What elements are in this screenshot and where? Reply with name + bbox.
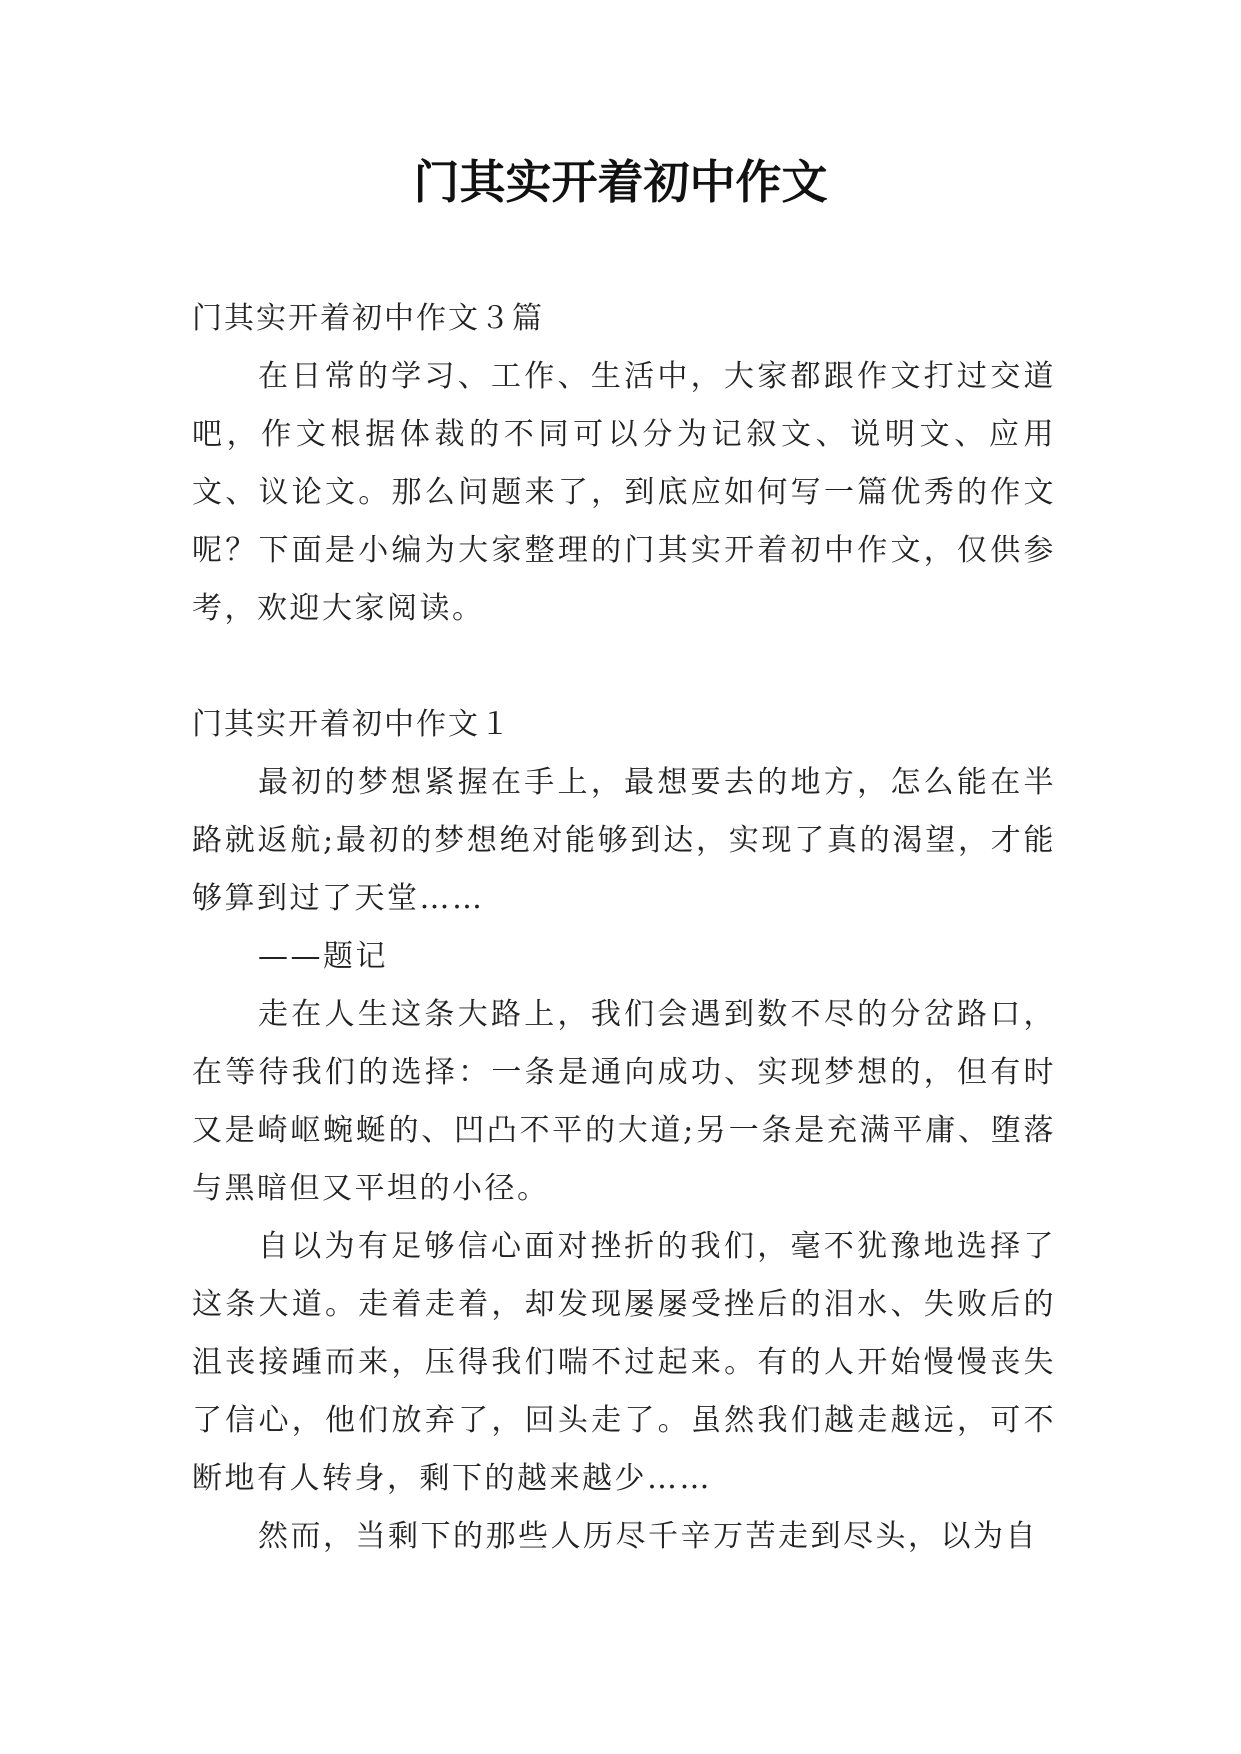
intro-paragraph: 在日常的学习、工作、生活中，大家都跟作文打过交道吧，作文根据体裁的不同可以分为记叙文、说明文、应用文、议论文。那么问题来了，到底应如何写一篇优秀的作文呢？下面是小编为大家整理的门其实开着初中作文，仅供参考，欢迎大家阅读。: [192, 359, 1056, 626]
document-title: 门其实开着初中作文: [413, 155, 828, 209]
document-body: [192, 290, 1056, 1566]
epigraph-attribution: ——题记: [258, 939, 388, 974]
body-paragraph: 走在人生这条大路上，我们会遇到数不尽的分岔路口，在等待我们的选择：一条是通向成功、实现梦想的，但有时又是崎岖蜿蜒的、凹凸不平的大道;另一条是充满平庸、堕落与黑暗但又平坦的小径。: [192, 997, 1056, 1206]
body-paragraph: 自以为有足够信心面对挫折的我们，毫不犹豫地选择了这条大道。走着走着，却发现屡屡受挫后的泪水、失败后的沮丧接踵而来，压得我们喘不过起来。有的人开始慢慢丧失了信心，他们放弃了，回头走了。虽然我们越走越远，可不断地有人转身，剩下的越来越少……: [192, 1229, 1056, 1496]
epigraph-paragraph: 最初的梦想紧握在手上，最想要去的地方，怎么能在半路就返航;最初的梦想绝对能够到达，实现了真的渴望，才能够算到过了天堂……: [192, 765, 1056, 916]
section-spacer: [192, 638, 1056, 696]
essay-heading: 门其实开着初中作文１: [192, 707, 512, 742]
collection-heading: 门其实开着初中作文３篇: [192, 301, 544, 336]
body-paragraph: 然而，当剩下的那些人历尽千辛万苦走到尽头，以为自: [258, 1519, 1038, 1554]
